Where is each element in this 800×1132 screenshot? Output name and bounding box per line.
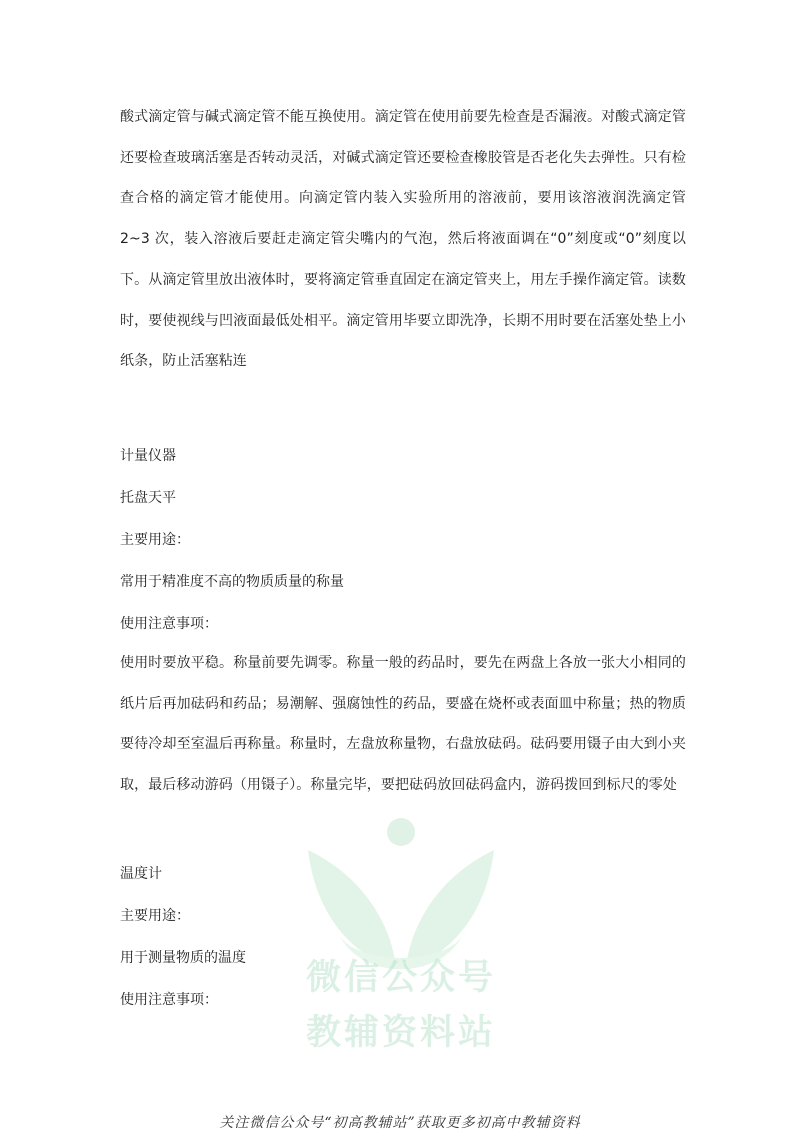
instrument-name-balance: 托盘天平: [120, 490, 176, 506]
watermark-text-line2: 教辅资料站: [305, 1013, 496, 1053]
watermark-head-icon: [387, 818, 415, 846]
page-footer: 关注微信公众号“初高教辅站”获取更多初高中教辅资料: [219, 1115, 581, 1131]
purpose-text: 常用于精准度不高的物质质量的称量: [120, 574, 344, 590]
instrument-name-thermometer: 温度计: [120, 866, 162, 882]
notes-paragraph: 使用时要放平稳。称量前要先调零。称量一般的药品时，要先在两盘上各放一张大小相同的纸片后再加砝码和药品；易潮解、强腐蚀性的药品，要盛在烧杯或表面皿中称量；热的物质要待冷却至室温后再称量。称量时，左盘放称量物，右盘放砝码。砝码要用镊子由大到小夹取，最后移动游码（用镊子）。称量完毕，要把砝码放回砝码盒内，游码拨回到标尺的零处: [120, 655, 686, 794]
section-heading: 计量仪器: [120, 448, 176, 464]
purpose-label-2: 主要用途：: [120, 908, 190, 924]
purpose-label: 主要用途：: [120, 532, 190, 548]
notes-label-2: 使用注意事项：: [120, 992, 218, 1008]
intro-paragraph: 酸式滴定管与碱式滴定管不能互换使用。滴定管在使用前要先检查是否漏液。对酸式滴定管还要检查玻璃活塞是否转动灵活，对碱式滴定管还要检查橡胶管是否老化失去弹性。只有检查合格的滴定管才能使用。向滴定管内装入实验所用的溶液前，要用该溶液润洗滴定管 2~3 次，装入溶液后要赶走滴定管尖嘴内的气泡，然后将液面调在“0”刻度或“0”刻度以下。从滴定管里放出液体时，要将滴定管垂直固定在滴定管夹上，用左手操作滴定管。读数时，要使视线与凹液面最低处相平。滴定管用毕要立即洗净，长期不用时要在活塞处垫上小纸条，防止活塞粘连: [120, 109, 686, 370]
purpose-text-2: 用于测量物质的温度: [120, 950, 246, 966]
notes-label: 使用注意事项：: [120, 616, 218, 632]
watermark-text-line1: 微信公众号: [305, 958, 496, 998]
